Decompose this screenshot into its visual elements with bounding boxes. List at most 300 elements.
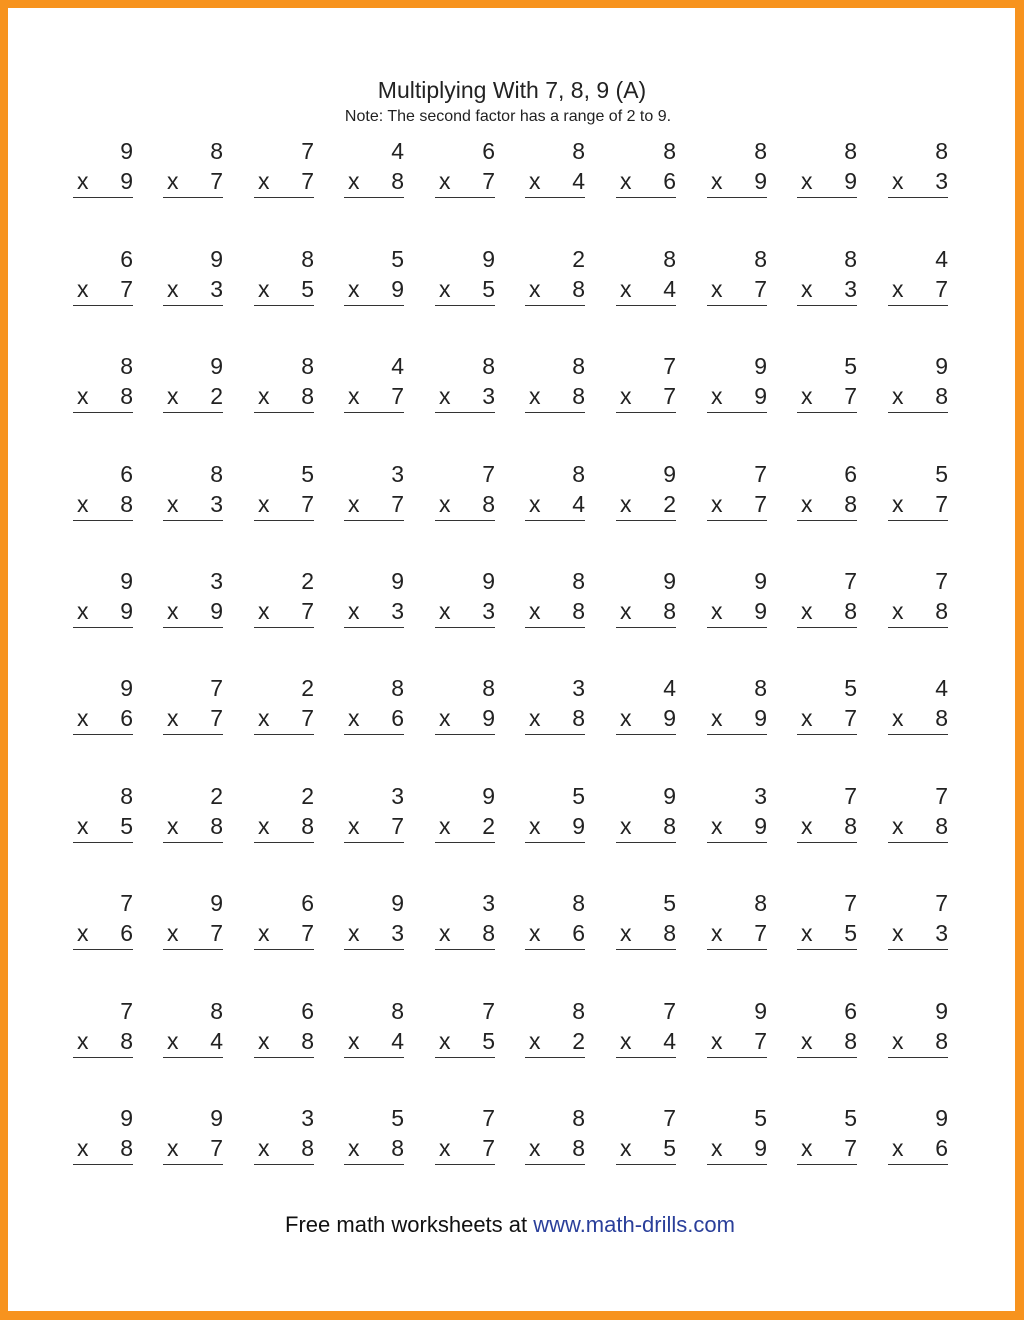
multiply-sign: x bbox=[711, 920, 723, 946]
first-factor: 9 bbox=[210, 246, 223, 272]
first-factor: 7 bbox=[935, 783, 948, 809]
problem bbox=[888, 137, 948, 207]
answer-line bbox=[435, 412, 495, 413]
problem bbox=[73, 352, 133, 422]
answer-line bbox=[73, 520, 133, 521]
answer-line bbox=[435, 949, 495, 950]
multiply-sign: x bbox=[529, 168, 541, 194]
answer-line bbox=[707, 1164, 767, 1165]
multiply-sign: x bbox=[801, 1135, 813, 1161]
first-factor: 4 bbox=[663, 675, 676, 701]
problem bbox=[435, 567, 495, 637]
second-factor: 7 bbox=[210, 1135, 223, 1161]
problem bbox=[525, 782, 585, 852]
first-factor: 7 bbox=[754, 461, 767, 487]
first-factor: 5 bbox=[572, 783, 585, 809]
first-factor: 8 bbox=[482, 675, 495, 701]
second-factor: 8 bbox=[572, 1135, 585, 1161]
answer-line bbox=[888, 1164, 948, 1165]
first-factor: 9 bbox=[663, 783, 676, 809]
second-factor: 8 bbox=[935, 598, 948, 624]
problem bbox=[888, 997, 948, 1067]
first-factor: 8 bbox=[572, 138, 585, 164]
problem bbox=[163, 782, 223, 852]
multiply-sign: x bbox=[529, 813, 541, 839]
second-factor: 7 bbox=[754, 1028, 767, 1054]
multiply-sign: x bbox=[892, 1028, 904, 1054]
multiply-sign: x bbox=[258, 168, 270, 194]
answer-line bbox=[707, 520, 767, 521]
multiply-sign: x bbox=[167, 276, 179, 302]
multiply-sign: x bbox=[529, 276, 541, 302]
second-factor: 7 bbox=[301, 598, 314, 624]
second-factor: 7 bbox=[844, 1135, 857, 1161]
second-factor: 8 bbox=[482, 920, 495, 946]
answer-line bbox=[254, 412, 314, 413]
answer-line bbox=[888, 842, 948, 843]
answer-line bbox=[163, 520, 223, 521]
answer-line bbox=[435, 842, 495, 843]
problem bbox=[73, 782, 133, 852]
second-factor: 3 bbox=[210, 491, 223, 517]
answer-line bbox=[163, 197, 223, 198]
first-factor: 9 bbox=[754, 353, 767, 379]
answer-line bbox=[525, 734, 585, 735]
multiply-sign: x bbox=[77, 168, 89, 194]
answer-line bbox=[797, 1057, 857, 1058]
problem bbox=[163, 137, 223, 207]
second-factor: 7 bbox=[844, 705, 857, 731]
multiply-sign: x bbox=[711, 1135, 723, 1161]
first-factor: 3 bbox=[391, 783, 404, 809]
answer-line bbox=[163, 1164, 223, 1165]
problem bbox=[616, 782, 676, 852]
second-factor: 7 bbox=[482, 1135, 495, 1161]
first-factor: 3 bbox=[301, 1105, 314, 1131]
first-factor: 7 bbox=[663, 998, 676, 1024]
second-factor: 9 bbox=[754, 705, 767, 731]
multiply-sign: x bbox=[529, 491, 541, 517]
problem bbox=[888, 674, 948, 744]
second-factor: 7 bbox=[754, 276, 767, 302]
second-factor: 7 bbox=[301, 491, 314, 517]
multiply-sign: x bbox=[258, 276, 270, 302]
first-factor: 9 bbox=[935, 1105, 948, 1131]
multiply-sign: x bbox=[167, 1135, 179, 1161]
answer-line bbox=[435, 520, 495, 521]
second-factor: 8 bbox=[844, 1028, 857, 1054]
problem bbox=[73, 997, 133, 1067]
problem bbox=[73, 567, 133, 637]
answer-line bbox=[435, 305, 495, 306]
answer-line bbox=[888, 520, 948, 521]
second-factor: 8 bbox=[120, 1028, 133, 1054]
problem bbox=[254, 997, 314, 1067]
first-factor: 8 bbox=[210, 998, 223, 1024]
multiply-sign: x bbox=[167, 920, 179, 946]
second-factor: 9 bbox=[754, 383, 767, 409]
first-factor: 9 bbox=[663, 461, 676, 487]
second-factor: 6 bbox=[120, 920, 133, 946]
problem bbox=[797, 460, 857, 530]
second-factor: 9 bbox=[120, 168, 133, 194]
second-factor: 8 bbox=[572, 705, 585, 731]
answer-line bbox=[797, 197, 857, 198]
multiply-sign: x bbox=[77, 813, 89, 839]
first-factor: 8 bbox=[663, 138, 676, 164]
problem bbox=[254, 352, 314, 422]
first-factor: 7 bbox=[301, 138, 314, 164]
answer-line bbox=[616, 197, 676, 198]
problem bbox=[344, 567, 404, 637]
first-factor: 5 bbox=[391, 1105, 404, 1131]
second-factor: 6 bbox=[935, 1135, 948, 1161]
first-factor: 3 bbox=[482, 890, 495, 916]
second-factor: 8 bbox=[572, 598, 585, 624]
multiply-sign: x bbox=[801, 920, 813, 946]
problem bbox=[707, 782, 767, 852]
second-factor: 5 bbox=[844, 920, 857, 946]
problem bbox=[254, 460, 314, 530]
multiply-sign: x bbox=[620, 491, 632, 517]
problem bbox=[344, 137, 404, 207]
answer-line bbox=[73, 412, 133, 413]
problem bbox=[435, 782, 495, 852]
worksheet-note: Note: The second factor has a range of 2 to 9. bbox=[344, 108, 672, 125]
second-factor: 7 bbox=[844, 383, 857, 409]
problem bbox=[254, 782, 314, 852]
multiply-sign: x bbox=[620, 920, 632, 946]
answer-line bbox=[707, 734, 767, 735]
problem bbox=[707, 997, 767, 1067]
multiply-sign: x bbox=[892, 168, 904, 194]
first-factor: 7 bbox=[482, 461, 495, 487]
problem bbox=[73, 245, 133, 315]
problem bbox=[435, 352, 495, 422]
multiply-sign: x bbox=[892, 276, 904, 302]
answer-line bbox=[254, 842, 314, 843]
first-factor: 8 bbox=[572, 1105, 585, 1131]
answer-line bbox=[344, 842, 404, 843]
first-factor: 9 bbox=[935, 353, 948, 379]
problem bbox=[344, 997, 404, 1067]
first-factor: 8 bbox=[754, 675, 767, 701]
problem bbox=[707, 137, 767, 207]
answer-line bbox=[254, 1164, 314, 1165]
second-factor: 7 bbox=[301, 705, 314, 731]
multiply-sign: x bbox=[529, 1135, 541, 1161]
first-factor: 7 bbox=[935, 890, 948, 916]
answer-line bbox=[163, 627, 223, 628]
problem bbox=[254, 245, 314, 315]
second-factor: 8 bbox=[301, 813, 314, 839]
multiply-sign: x bbox=[348, 598, 360, 624]
second-factor: 7 bbox=[210, 920, 223, 946]
problem bbox=[73, 137, 133, 207]
first-factor: 7 bbox=[663, 1105, 676, 1131]
second-factor: 5 bbox=[120, 813, 133, 839]
first-factor: 9 bbox=[482, 783, 495, 809]
multiply-sign: x bbox=[439, 168, 451, 194]
problem bbox=[525, 1104, 585, 1174]
answer-line bbox=[616, 1057, 676, 1058]
multiply-sign: x bbox=[711, 598, 723, 624]
first-factor: 6 bbox=[482, 138, 495, 164]
first-factor: 7 bbox=[482, 998, 495, 1024]
problem bbox=[73, 889, 133, 959]
problem bbox=[525, 460, 585, 530]
first-factor: 9 bbox=[120, 675, 133, 701]
multiply-sign: x bbox=[167, 491, 179, 517]
multiply-sign: x bbox=[711, 491, 723, 517]
answer-line bbox=[525, 627, 585, 628]
second-factor: 6 bbox=[391, 705, 404, 731]
answer-line bbox=[344, 305, 404, 306]
problem bbox=[707, 1104, 767, 1174]
second-factor: 9 bbox=[572, 813, 585, 839]
footer-link[interactable]: www.math-drills.com bbox=[533, 1212, 735, 1237]
answer-line bbox=[525, 197, 585, 198]
multiply-sign: x bbox=[529, 598, 541, 624]
problem bbox=[254, 137, 314, 207]
second-factor: 9 bbox=[482, 705, 495, 731]
answer-line bbox=[254, 627, 314, 628]
first-factor: 6 bbox=[844, 461, 857, 487]
answer-line bbox=[888, 412, 948, 413]
answer-line bbox=[344, 412, 404, 413]
first-factor: 9 bbox=[754, 568, 767, 594]
answer-line bbox=[707, 842, 767, 843]
second-factor: 8 bbox=[935, 383, 948, 409]
second-factor: 4 bbox=[572, 168, 585, 194]
answer-line bbox=[707, 1057, 767, 1058]
answer-line bbox=[797, 627, 857, 628]
multiply-sign: x bbox=[620, 383, 632, 409]
answer-line bbox=[616, 627, 676, 628]
first-factor: 3 bbox=[572, 675, 585, 701]
multiply-sign: x bbox=[348, 705, 360, 731]
second-factor: 8 bbox=[663, 813, 676, 839]
second-factor: 3 bbox=[935, 920, 948, 946]
first-factor: 8 bbox=[572, 890, 585, 916]
answer-line bbox=[163, 1057, 223, 1058]
answer-line bbox=[435, 197, 495, 198]
second-factor: 8 bbox=[572, 276, 585, 302]
first-factor: 8 bbox=[572, 568, 585, 594]
second-factor: 7 bbox=[210, 168, 223, 194]
second-factor: 3 bbox=[482, 383, 495, 409]
problem bbox=[344, 245, 404, 315]
multiply-sign: x bbox=[258, 920, 270, 946]
multiply-sign: x bbox=[258, 383, 270, 409]
first-factor: 6 bbox=[120, 461, 133, 487]
multiply-sign: x bbox=[529, 705, 541, 731]
multiply-sign: x bbox=[439, 1135, 451, 1161]
first-factor: 8 bbox=[210, 138, 223, 164]
answer-line bbox=[344, 734, 404, 735]
multiply-sign: x bbox=[439, 383, 451, 409]
answer-line bbox=[797, 734, 857, 735]
answer-line bbox=[254, 305, 314, 306]
multiply-sign: x bbox=[620, 598, 632, 624]
multiply-sign: x bbox=[77, 276, 89, 302]
first-factor: 7 bbox=[120, 998, 133, 1024]
problem bbox=[616, 137, 676, 207]
first-factor: 7 bbox=[844, 783, 857, 809]
problem bbox=[797, 137, 857, 207]
multiply-sign: x bbox=[439, 813, 451, 839]
second-factor: 7 bbox=[301, 920, 314, 946]
second-factor: 8 bbox=[572, 383, 585, 409]
multiply-sign: x bbox=[801, 1028, 813, 1054]
answer-line bbox=[73, 949, 133, 950]
answer-line bbox=[525, 842, 585, 843]
first-factor: 4 bbox=[935, 675, 948, 701]
second-factor: 8 bbox=[935, 1028, 948, 1054]
first-factor: 6 bbox=[301, 998, 314, 1024]
answer-line bbox=[73, 1164, 133, 1165]
first-factor: 7 bbox=[844, 890, 857, 916]
first-factor: 9 bbox=[482, 568, 495, 594]
answer-line bbox=[344, 197, 404, 198]
answer-line bbox=[888, 627, 948, 628]
first-factor: 3 bbox=[391, 461, 404, 487]
problem bbox=[888, 782, 948, 852]
multiply-sign: x bbox=[892, 598, 904, 624]
problem bbox=[797, 674, 857, 744]
answer-line bbox=[435, 734, 495, 735]
problem bbox=[525, 997, 585, 1067]
multiply-sign: x bbox=[258, 813, 270, 839]
first-factor: 9 bbox=[210, 1105, 223, 1131]
second-factor: 9 bbox=[391, 276, 404, 302]
first-factor: 8 bbox=[935, 138, 948, 164]
answer-line bbox=[73, 1057, 133, 1058]
multiply-sign: x bbox=[620, 1028, 632, 1054]
answer-line bbox=[707, 949, 767, 950]
footer bbox=[0, 1211, 1020, 1239]
second-factor: 3 bbox=[210, 276, 223, 302]
problem bbox=[525, 567, 585, 637]
second-factor: 6 bbox=[572, 920, 585, 946]
first-factor: 9 bbox=[210, 890, 223, 916]
multiply-sign: x bbox=[529, 383, 541, 409]
problem bbox=[344, 889, 404, 959]
second-factor: 7 bbox=[754, 920, 767, 946]
answer-line bbox=[707, 627, 767, 628]
multiply-sign: x bbox=[620, 276, 632, 302]
answer-line bbox=[797, 949, 857, 950]
first-factor: 3 bbox=[210, 568, 223, 594]
first-factor: 8 bbox=[301, 246, 314, 272]
second-factor: 3 bbox=[844, 276, 857, 302]
problem bbox=[163, 997, 223, 1067]
first-factor: 8 bbox=[482, 353, 495, 379]
multiply-sign: x bbox=[711, 813, 723, 839]
footer-text: Free math worksheets at bbox=[285, 1212, 534, 1237]
answer-line bbox=[616, 520, 676, 521]
second-factor: 6 bbox=[120, 705, 133, 731]
first-factor: 7 bbox=[482, 1105, 495, 1131]
multiply-sign: x bbox=[620, 1135, 632, 1161]
second-factor: 7 bbox=[391, 383, 404, 409]
answer-line bbox=[254, 949, 314, 950]
answer-line bbox=[254, 1057, 314, 1058]
worksheet-title: Multiplying With 7, 8, 9 (A) bbox=[377, 77, 647, 103]
multiply-sign: x bbox=[801, 813, 813, 839]
multiply-sign: x bbox=[258, 1135, 270, 1161]
multiply-sign: x bbox=[892, 705, 904, 731]
second-factor: 2 bbox=[572, 1028, 585, 1054]
multiply-sign: x bbox=[801, 276, 813, 302]
multiply-sign: x bbox=[167, 598, 179, 624]
answer-line bbox=[797, 520, 857, 521]
problem bbox=[616, 245, 676, 315]
problem bbox=[888, 460, 948, 530]
first-factor: 6 bbox=[844, 998, 857, 1024]
second-factor: 9 bbox=[754, 813, 767, 839]
second-factor: 8 bbox=[844, 491, 857, 517]
first-factor: 8 bbox=[120, 353, 133, 379]
problem bbox=[707, 460, 767, 530]
problem bbox=[797, 245, 857, 315]
second-factor: 4 bbox=[210, 1028, 223, 1054]
multiply-sign: x bbox=[711, 276, 723, 302]
first-factor: 5 bbox=[301, 461, 314, 487]
first-factor: 9 bbox=[935, 998, 948, 1024]
second-factor: 5 bbox=[301, 276, 314, 302]
first-factor: 2 bbox=[301, 568, 314, 594]
problem bbox=[435, 460, 495, 530]
second-factor: 8 bbox=[210, 813, 223, 839]
first-factor: 8 bbox=[120, 783, 133, 809]
second-factor: 9 bbox=[844, 168, 857, 194]
answer-line bbox=[525, 412, 585, 413]
multiply-sign: x bbox=[801, 705, 813, 731]
problem bbox=[344, 782, 404, 852]
second-factor: 3 bbox=[935, 168, 948, 194]
answer-line bbox=[888, 734, 948, 735]
problem bbox=[525, 674, 585, 744]
first-factor: 2 bbox=[301, 675, 314, 701]
second-factor: 5 bbox=[482, 276, 495, 302]
problem bbox=[73, 1104, 133, 1174]
second-factor: 5 bbox=[482, 1028, 495, 1054]
multiply-sign: x bbox=[167, 705, 179, 731]
first-factor: 7 bbox=[210, 675, 223, 701]
first-factor: 8 bbox=[391, 998, 404, 1024]
first-factor: 7 bbox=[663, 353, 676, 379]
multiply-sign: x bbox=[439, 276, 451, 302]
first-factor: 5 bbox=[844, 1105, 857, 1131]
first-factor: 9 bbox=[120, 138, 133, 164]
second-factor: 4 bbox=[663, 1028, 676, 1054]
problem bbox=[525, 245, 585, 315]
first-factor: 2 bbox=[572, 246, 585, 272]
problem bbox=[254, 567, 314, 637]
second-factor: 8 bbox=[482, 491, 495, 517]
answer-line bbox=[344, 1057, 404, 1058]
second-factor: 4 bbox=[572, 491, 585, 517]
multiply-sign: x bbox=[77, 705, 89, 731]
problem bbox=[344, 352, 404, 422]
first-factor: 5 bbox=[754, 1105, 767, 1131]
multiply-sign: x bbox=[439, 1028, 451, 1054]
first-factor: 5 bbox=[663, 890, 676, 916]
multiply-sign: x bbox=[348, 383, 360, 409]
multiply-sign: x bbox=[348, 813, 360, 839]
first-factor: 9 bbox=[482, 246, 495, 272]
